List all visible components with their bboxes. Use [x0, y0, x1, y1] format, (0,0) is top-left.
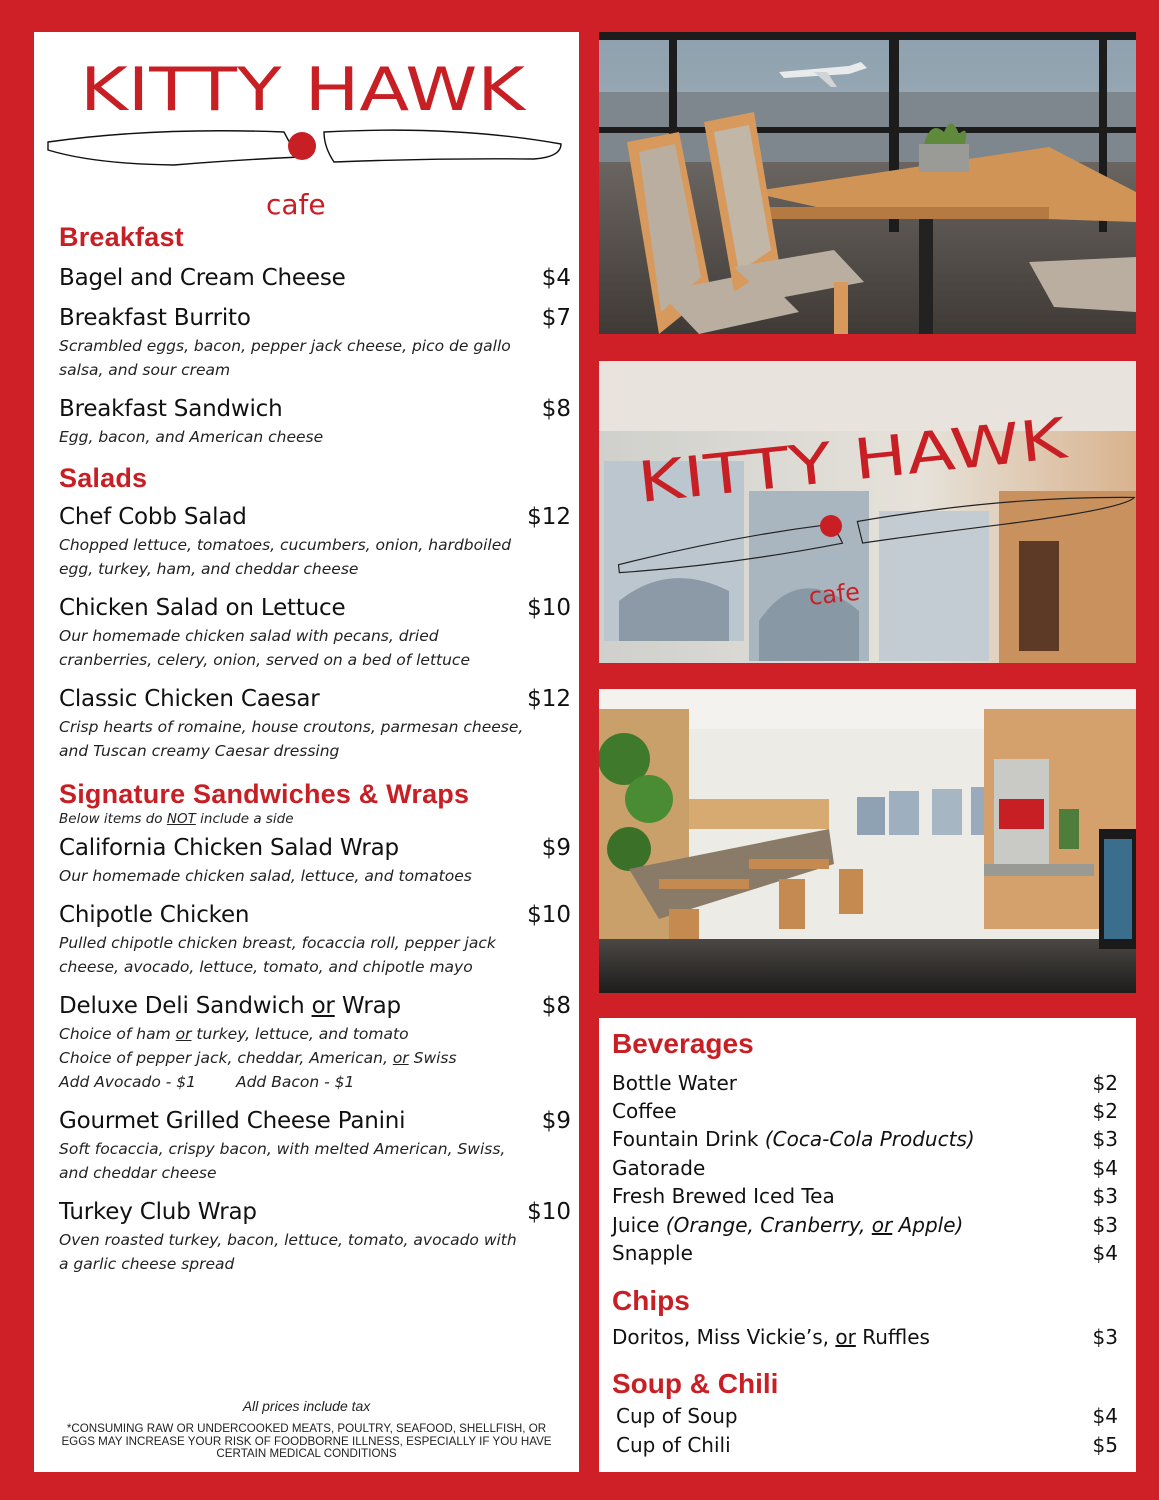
desc-line: a garlic cheese spread — [59, 1255, 235, 1273]
desc-line: and Tuscan creamy Caesar dressing — [59, 742, 340, 760]
bev-paren: (Coca-Cola Products) — [764, 1127, 975, 1151]
soup-price: $4 — [1092, 1404, 1118, 1428]
chili-item — [616, 1433, 1118, 1457]
item-name: Breakfast Burrito — [59, 305, 251, 331]
bev-name — [612, 1213, 963, 1237]
item-price: $10 — [527, 1199, 571, 1225]
desc-line: cheese, avocado, lettuce, tomato, and chipotle mayo — [59, 958, 473, 976]
item-price: $10 — [527, 902, 571, 928]
chips-or: or — [835, 1325, 856, 1349]
sandwiches-note — [59, 811, 571, 827]
item-description — [59, 1137, 571, 1185]
name-or: or — [311, 993, 335, 1019]
desc-line: Scrambled eggs, bacon, pepper jack cheese, pico de gallo — [59, 337, 511, 355]
desc-line — [59, 1046, 571, 1070]
item-name: Classic Chicken Caesar — [59, 686, 320, 712]
menu-item-caesar — [59, 686, 571, 763]
menu-item-chicken-salad-lettuce — [59, 595, 571, 672]
photo-dining-table — [599, 32, 1136, 334]
item-price: $7 — [541, 305, 571, 331]
section-title-sandwiches: Signature Sandwiches & Wraps — [59, 779, 470, 809]
item-price: $9 — [541, 835, 571, 861]
bev-gatorade — [612, 1156, 1118, 1180]
logo-graphic — [34, 32, 579, 232]
soup-item — [616, 1404, 1118, 1428]
item-description — [59, 931, 571, 979]
sign-subtitle: cafe — [807, 577, 862, 611]
bev-fountain — [612, 1127, 1118, 1151]
bev-price: $3 — [1092, 1213, 1118, 1237]
item-price: $8 — [541, 993, 571, 1019]
kitty-hawk-logo — [34, 32, 579, 232]
desc-line: Our homemade chicken salad with pecans, dried — [59, 627, 439, 645]
menu-item-grilled-cheese — [59, 1108, 571, 1185]
item-description — [59, 864, 571, 888]
item-name: Breakfast Sandwich — [59, 396, 283, 422]
item-price: $9 — [541, 1108, 571, 1134]
item-description — [59, 624, 571, 672]
bev-name-part: Fountain Drink — [612, 1127, 765, 1151]
menu-item-turkey-club — [59, 1199, 571, 1276]
item-name: Turkey Club Wrap — [59, 1199, 257, 1225]
desc-part: Swiss — [408, 1049, 457, 1067]
logo-subtitle: cafe — [266, 188, 326, 221]
add-avocado: Add Avocado - $1 — [59, 1073, 196, 1091]
chips-part: Ruffles — [855, 1325, 930, 1349]
desc-line: and cheddar cheese — [59, 1164, 217, 1182]
desc-line: egg, turkey, ham, and cheddar cheese — [59, 560, 359, 578]
item-name: Chipotle Chicken — [59, 902, 250, 928]
desc-line — [59, 1070, 571, 1094]
chips-price: $3 — [1092, 1325, 1118, 1349]
bev-name: Fresh Brewed Iced Tea — [612, 1184, 835, 1208]
item-name — [59, 993, 401, 1019]
desc-line: Chopped lettuce, tomatoes, cucumbers, onion, hardboiled — [59, 536, 512, 554]
section-title-chips: Chips — [612, 1285, 690, 1316]
bev-name: Snapple — [612, 1241, 693, 1265]
bev-bottle-water — [612, 1071, 1118, 1095]
bev-name: Gatorade — [612, 1156, 706, 1180]
chips-item — [612, 1325, 1118, 1349]
section-title-breakfast: Breakfast — [59, 222, 184, 252]
bev-price: $3 — [1092, 1184, 1118, 1208]
chili-price: $5 — [1092, 1433, 1118, 1457]
desc-line: Soft focaccia, crispy bacon, with melted American, Swiss, — [59, 1140, 506, 1158]
chips-part: Doritos, Miss Vickie’s, — [612, 1325, 836, 1349]
chili-name: Cup of Chili — [616, 1433, 731, 1457]
desc-line: Crisp hearts of romaine, house croutons, parmesan cheese, — [59, 718, 524, 736]
desc-line — [59, 1022, 571, 1046]
item-price: $12 — [527, 686, 571, 712]
desc-line: Our homemade chicken salad, lettuce, and tomatoes — [59, 867, 472, 885]
bev-juice — [612, 1213, 1118, 1237]
item-price: $4 — [541, 265, 571, 291]
soup-name: Cup of Soup — [616, 1404, 738, 1428]
bev-price: $4 — [1092, 1156, 1118, 1180]
food-safety-warning: *CONSUMING RAW OR UNDERCOOKED MEATS, POULTRY, SEAFOOD, SHELLFISH, OR EGGS MAY INCREASE YOUR RISK OF FOODBORNE ILLNESS, ESPECIALLY IF YOU HAVE CERTAIN MEDICAL CONDITIONS — [61, 1422, 552, 1460]
item-description — [59, 533, 571, 581]
logo-title: KITTY HAWK — [80, 55, 528, 125]
bev-name: Bottle Water — [612, 1071, 737, 1095]
bev-price: $3 — [1092, 1127, 1118, 1151]
name-part: Deluxe Deli Sandwich — [59, 993, 312, 1019]
desc-or: or — [392, 1049, 409, 1067]
item-name: Chicken Salad on Lettuce — [59, 595, 346, 621]
menu-item-bagel — [59, 265, 571, 291]
beverages-panel — [599, 1018, 1136, 1472]
menu-item-california-wrap — [59, 835, 571, 888]
note-emphasis: NOT — [166, 811, 196, 827]
menu-item-burrito — [59, 305, 571, 382]
bev-snapple — [612, 1241, 1118, 1265]
item-name: Bagel and Cream Cheese — [59, 265, 346, 291]
bev-paren: (Orange, Cranberry, — [665, 1213, 872, 1237]
bev-paren-or: or — [871, 1213, 893, 1237]
desc-line: Oven roasted turkey, bacon, lettuce, tomato, avocado with — [59, 1231, 517, 1249]
bev-name: Coffee — [612, 1099, 677, 1123]
item-description — [59, 715, 571, 763]
section-title-soup-chili: Soup & Chili — [612, 1368, 779, 1399]
bev-paren: Apple) — [892, 1213, 964, 1237]
item-name: Gourmet Grilled Cheese Panini — [59, 1108, 406, 1134]
photo-cafe-sign — [599, 361, 1136, 663]
name-part: Wrap — [334, 993, 401, 1019]
menu-item-breakfast-sandwich — [59, 396, 571, 449]
desc-line: Pulled chipotle chicken breast, focaccia roll, pepper jack — [59, 934, 496, 952]
item-description — [59, 334, 571, 382]
bev-name-part: Juice — [612, 1213, 666, 1237]
bev-name — [612, 1127, 975, 1151]
bev-price: $2 — [1092, 1099, 1118, 1123]
tax-note: All prices include tax — [242, 1398, 371, 1414]
menu-item-chipotle — [59, 902, 571, 979]
item-price: $12 — [527, 504, 571, 530]
desc-line: cranberries, celery, onion, served on a bed of lettuce — [59, 651, 470, 669]
photo-interior — [599, 689, 1136, 993]
desc-part: turkey, lettuce, and tomato — [191, 1025, 409, 1043]
desc-part: Choice of ham — [59, 1025, 176, 1043]
desc-line: salsa, and sour cream — [59, 361, 231, 379]
bev-coffee — [612, 1099, 1118, 1123]
item-description — [59, 1022, 571, 1094]
menu-item-deluxe-deli — [59, 993, 571, 1094]
bev-price: $4 — [1092, 1241, 1118, 1265]
item-price: $10 — [527, 595, 571, 621]
item-description — [59, 1228, 571, 1276]
bev-iced-tea — [612, 1184, 1118, 1208]
desc-part: Choice of pepper jack, cheddar, American, — [59, 1049, 393, 1067]
desc-line: Egg, bacon, and American cheese — [59, 428, 324, 446]
section-title-salads: Salads — [59, 463, 148, 493]
menu-panel — [34, 32, 579, 1472]
chips-name — [612, 1325, 930, 1349]
item-description — [59, 425, 571, 449]
sign-title: KITTY HAWK — [634, 415, 982, 517]
item-price: $8 — [541, 396, 571, 422]
note-text: Below items do — [59, 811, 167, 827]
note-text: include a side — [195, 811, 294, 827]
item-name: California Chicken Salad Wrap — [59, 835, 399, 861]
menu-item-cobb — [59, 504, 571, 581]
item-name: Chef Cobb Salad — [59, 504, 247, 530]
bev-price: $2 — [1092, 1071, 1118, 1095]
menu-content — [59, 222, 571, 1276]
section-title-beverages: Beverages — [612, 1028, 754, 1059]
desc-or: or — [175, 1025, 192, 1043]
add-bacon: Add Bacon - $1 — [235, 1073, 355, 1091]
